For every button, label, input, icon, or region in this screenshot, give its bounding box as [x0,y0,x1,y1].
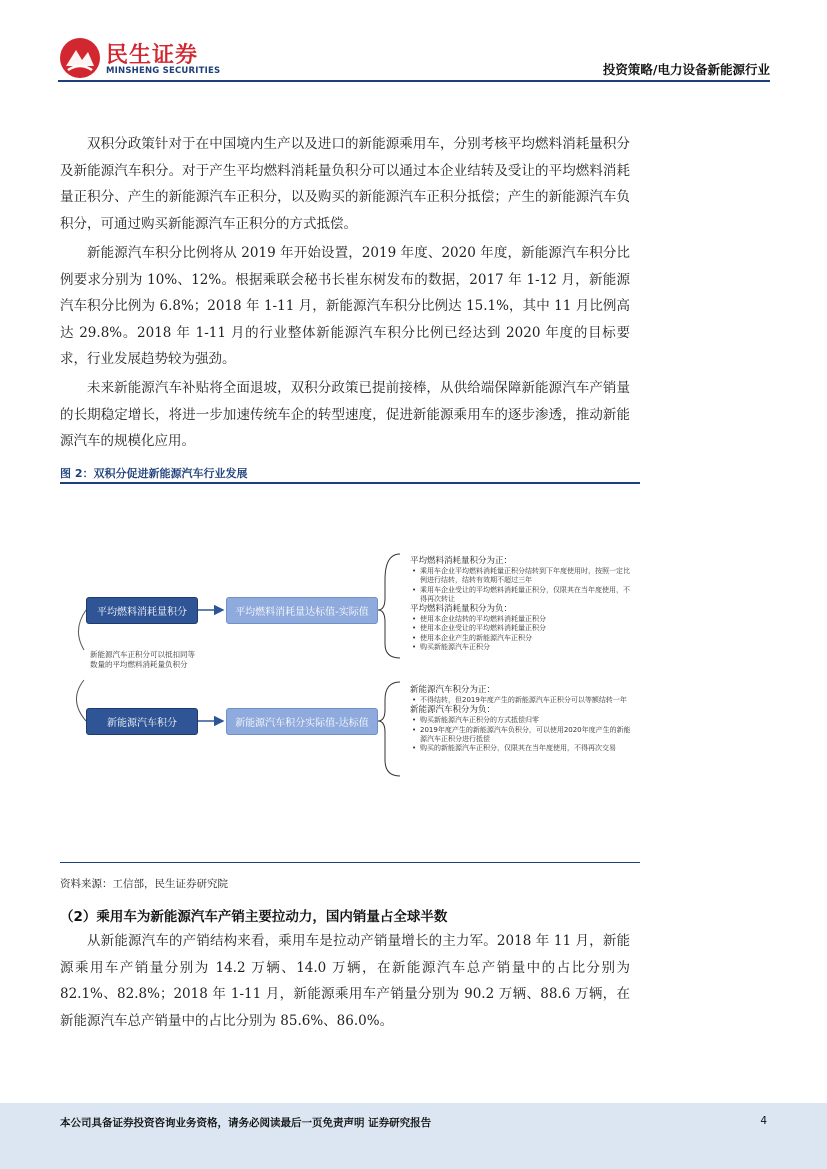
curve-fuel-to-note [78,610,86,650]
figure-top-rule [60,482,640,484]
minsheng-logo-icon [58,36,102,80]
figure-bottom-rule [60,862,640,863]
body-paragraph-2: 新能源汽车积分比例将从 2019 年开始设置，2019 年度、2020 年度，新能源汽车积分比例要求分别为 10%、12%。根据乘联会秘书长崔东树发布的数据，2017 年 1-12 月，新能源汽车积分比例为 6.8%；2018 年 1-11 月，新能源汽车积分比例达 15.1%，其中 11 月比例高达 29.8%。2018 年 1-11 月的行业整体新能源汽车积分比例已经达到 2020 年度的目标要求，行业发展趋势较为强劲。 [60,245,630,367]
fuel-positive-item: • 乘用车企业受让的平均燃料消耗量正积分，仅限其在当年度使用，不得再次转让 [410,586,635,605]
logo-english-name: MINSHENG SECURITIES [106,66,221,76]
brace-nev-details [378,682,400,776]
fuel-positive-title: 平均燃料消耗量积分为正： [410,556,513,566]
nev-credit-details [410,685,635,753]
figure-source: 资料来源：工信部，民生证券研究院 [60,878,228,890]
nev-negative-item: • 2019年度产生的新能源汽车负积分，可以使用2020年度产生的新能源汽车正积分进行抵偿 [410,726,635,745]
fuel-negative-item: • 使用本企业结转的平均燃料消耗量正积分 [410,615,635,624]
nev-negative-item: • 购买新能源汽车正积分的方式抵偿归零 [410,716,635,725]
nev-credit-formula-box: 新能源汽车积分实际值-达标值 [226,708,378,735]
nev-positive-title: 新能源汽车积分为正： [410,685,496,695]
body-paragraph-3: 未来新能源汽车补贴将全面退坡，双积分政策已提前接棒，从供给端保障新能源汽车产销量的长期稳定增长，将进一步加速传统车企的转型速度，促进新能源乘用车的逐步渗透，推动新能源汽车的规模化应用。 [60,380,630,449]
nev-positive-item: • 不得结转，但2019年度产生的新能源汽车正积分可以等额结转一年 [410,696,635,705]
fuel-credit-box: 平均燃料消耗量积分 [86,597,198,624]
fuel-negative-item: • 购买新能源汽车正积分 [410,643,635,652]
fuel-negative-title: 平均燃料消耗量积分为负： [410,604,513,615]
report-section-title: 投资策略/电力设备新能源行业 [602,62,770,77]
page-header [0,0,827,84]
logo-chinese-name: 民生证券 [106,43,199,68]
company-logo [58,36,228,80]
fuel-positive-item: • 乘用车企业平均燃料消耗量正积分结转到下年度使用时，按照一定比例进行结转，结转有效期不超过三年 [410,567,635,586]
nev-negative-item: • 购买的新能源汽车正积分，仅限其在当年度使用，不得再次交易 [410,744,635,753]
section-heading: （2）乘用车为新能源汽车产销主要拉动力，国内销量占全球半数 [60,909,448,925]
fuel-negative-item: • 使用本企业受让的平均燃料消耗量正积分 [410,624,635,633]
dual-credit-diagram [60,540,640,780]
curve-note-to-nev [76,680,86,721]
brace-fuel-details [378,554,400,658]
header-divider [58,80,770,82]
fuel-negative-item: • 使用本企业产生的新能源汽车正积分 [410,634,635,643]
fuel-credit-details [410,556,635,652]
body-paragraph-4: 从新能源汽车的产销结构来看，乘用车是拉动产销量增长的主力军。2018 年 11 月，新能源乘用车产销量分别为 14.2 万辆、14.0 万辆，在新能源汽车总产销量中的占比分别为 82.1%、82.8%；2018 年 1-11 月，新能源乘用车产销量分别为 90.2 万辆、88.6 万辆，在新能源汽车总产销量中的占比分别为 85.6%、86.0%。 [60,933,630,1029]
page-footer [0,1103,827,1169]
body-paragraph-1: 双积分政策针对于在中国境内生产以及进口的新能源乘用车，分别考核平均燃料消耗量积分及新能源汽车积分。对于产生平均燃料消耗量负积分可以通过本企业结转及受让的平均燃料消耗量正积分、产生的新能源汽车正积分，以及购买的新能源汽车正积分抵偿；产生的新能源汽车负积分，可通过购买新能源汽车正积分的方式抵偿。 [60,136,630,232]
footer-disclaimer: 本公司具备证券投资咨询业务资格，请务必阅读最后一页免责声明 证券研究报告 [60,1117,432,1129]
page-number: 4 [760,1115,767,1127]
fuel-credit-formula-box: 平均燃料消耗量达标值-实际值 [226,597,378,624]
offset-note: 新能源汽车正积分可以抵扣同等数量的平均燃料消耗量负积分 [90,650,195,669]
figure-title: 图 2：双积分促进新能源汽车行业发展 [60,467,248,480]
nev-negative-title: 新能源汽车积分为负： [410,705,496,716]
nev-credit-box: 新能源汽车积分 [86,708,198,735]
